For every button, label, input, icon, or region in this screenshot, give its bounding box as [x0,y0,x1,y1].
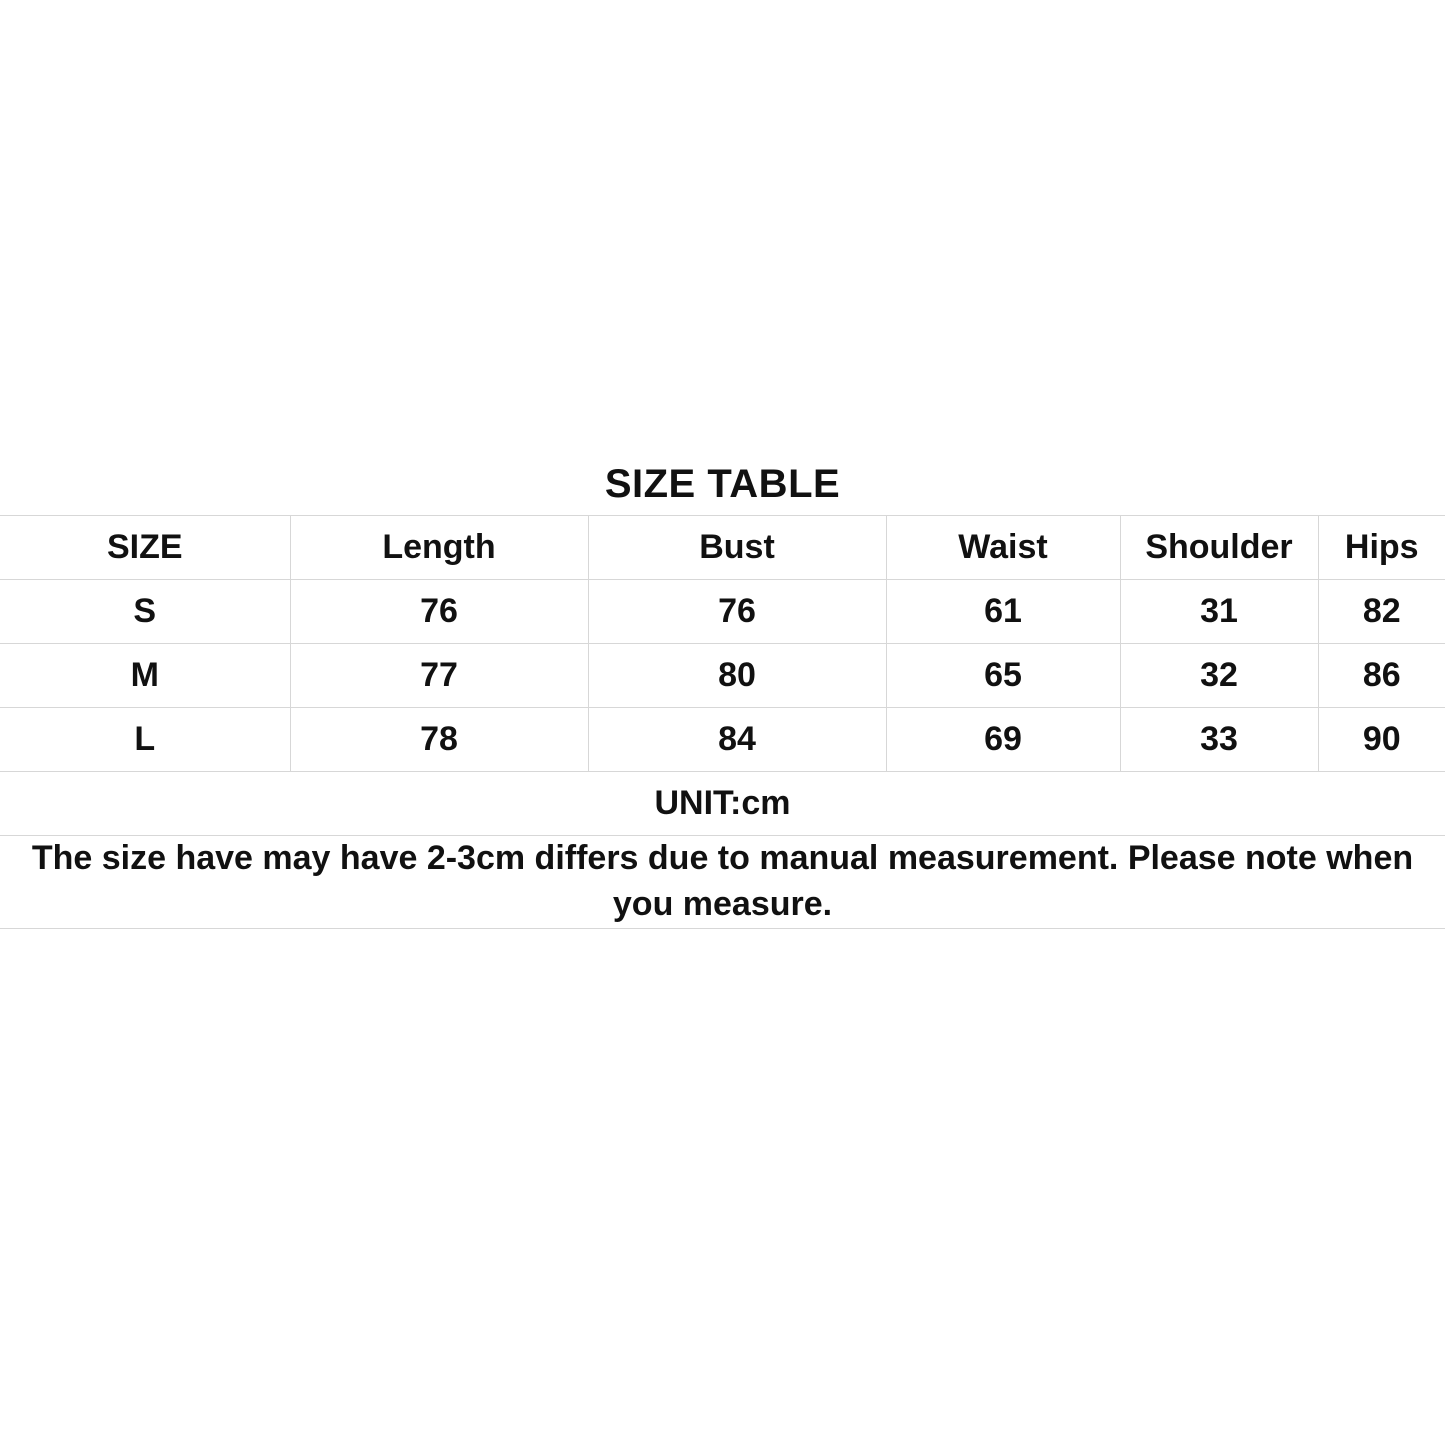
table-row [0,708,1445,772]
cell-length: 76 [290,580,588,644]
unit-row [0,772,1445,836]
cell-bust: 76 [588,580,886,644]
cell-waist: 65 [886,644,1120,708]
cell-bust: 84 [588,708,886,772]
cell-length: 78 [290,708,588,772]
cell-hips: 90 [1318,708,1445,772]
cell-waist: 69 [886,708,1120,772]
cell-waist: 61 [886,580,1120,644]
cell-size: S [0,580,290,644]
table-row [0,644,1445,708]
column-header-hips: Hips [1318,516,1445,580]
cell-size: L [0,708,290,772]
column-header-waist: Waist [886,516,1120,580]
cell-size: M [0,644,290,708]
size-table [0,515,1445,929]
note-row [0,836,1445,929]
cell-bust: 80 [588,644,886,708]
column-header-shoulder: Shoulder [1120,516,1318,580]
table-row [0,580,1445,644]
cell-shoulder: 31 [1120,580,1318,644]
unit-label: UNIT:cm [0,772,1445,836]
cell-hips: 82 [1318,580,1445,644]
cell-hips: 86 [1318,644,1445,708]
page-title: SIZE TABLE [604,462,841,506]
cell-shoulder: 32 [1120,644,1318,708]
size-table-block [0,462,1445,929]
cell-length: 77 [290,644,588,708]
column-header-size: SIZE [0,516,290,580]
column-header-bust: Bust [588,516,886,580]
table-header-row [0,516,1445,580]
column-header-length: Length [290,516,588,580]
cell-shoulder: 33 [1120,708,1318,772]
measurement-note: The size have may have 2-3cm differs due to manual measurement. Please note when you measure. [0,836,1445,929]
